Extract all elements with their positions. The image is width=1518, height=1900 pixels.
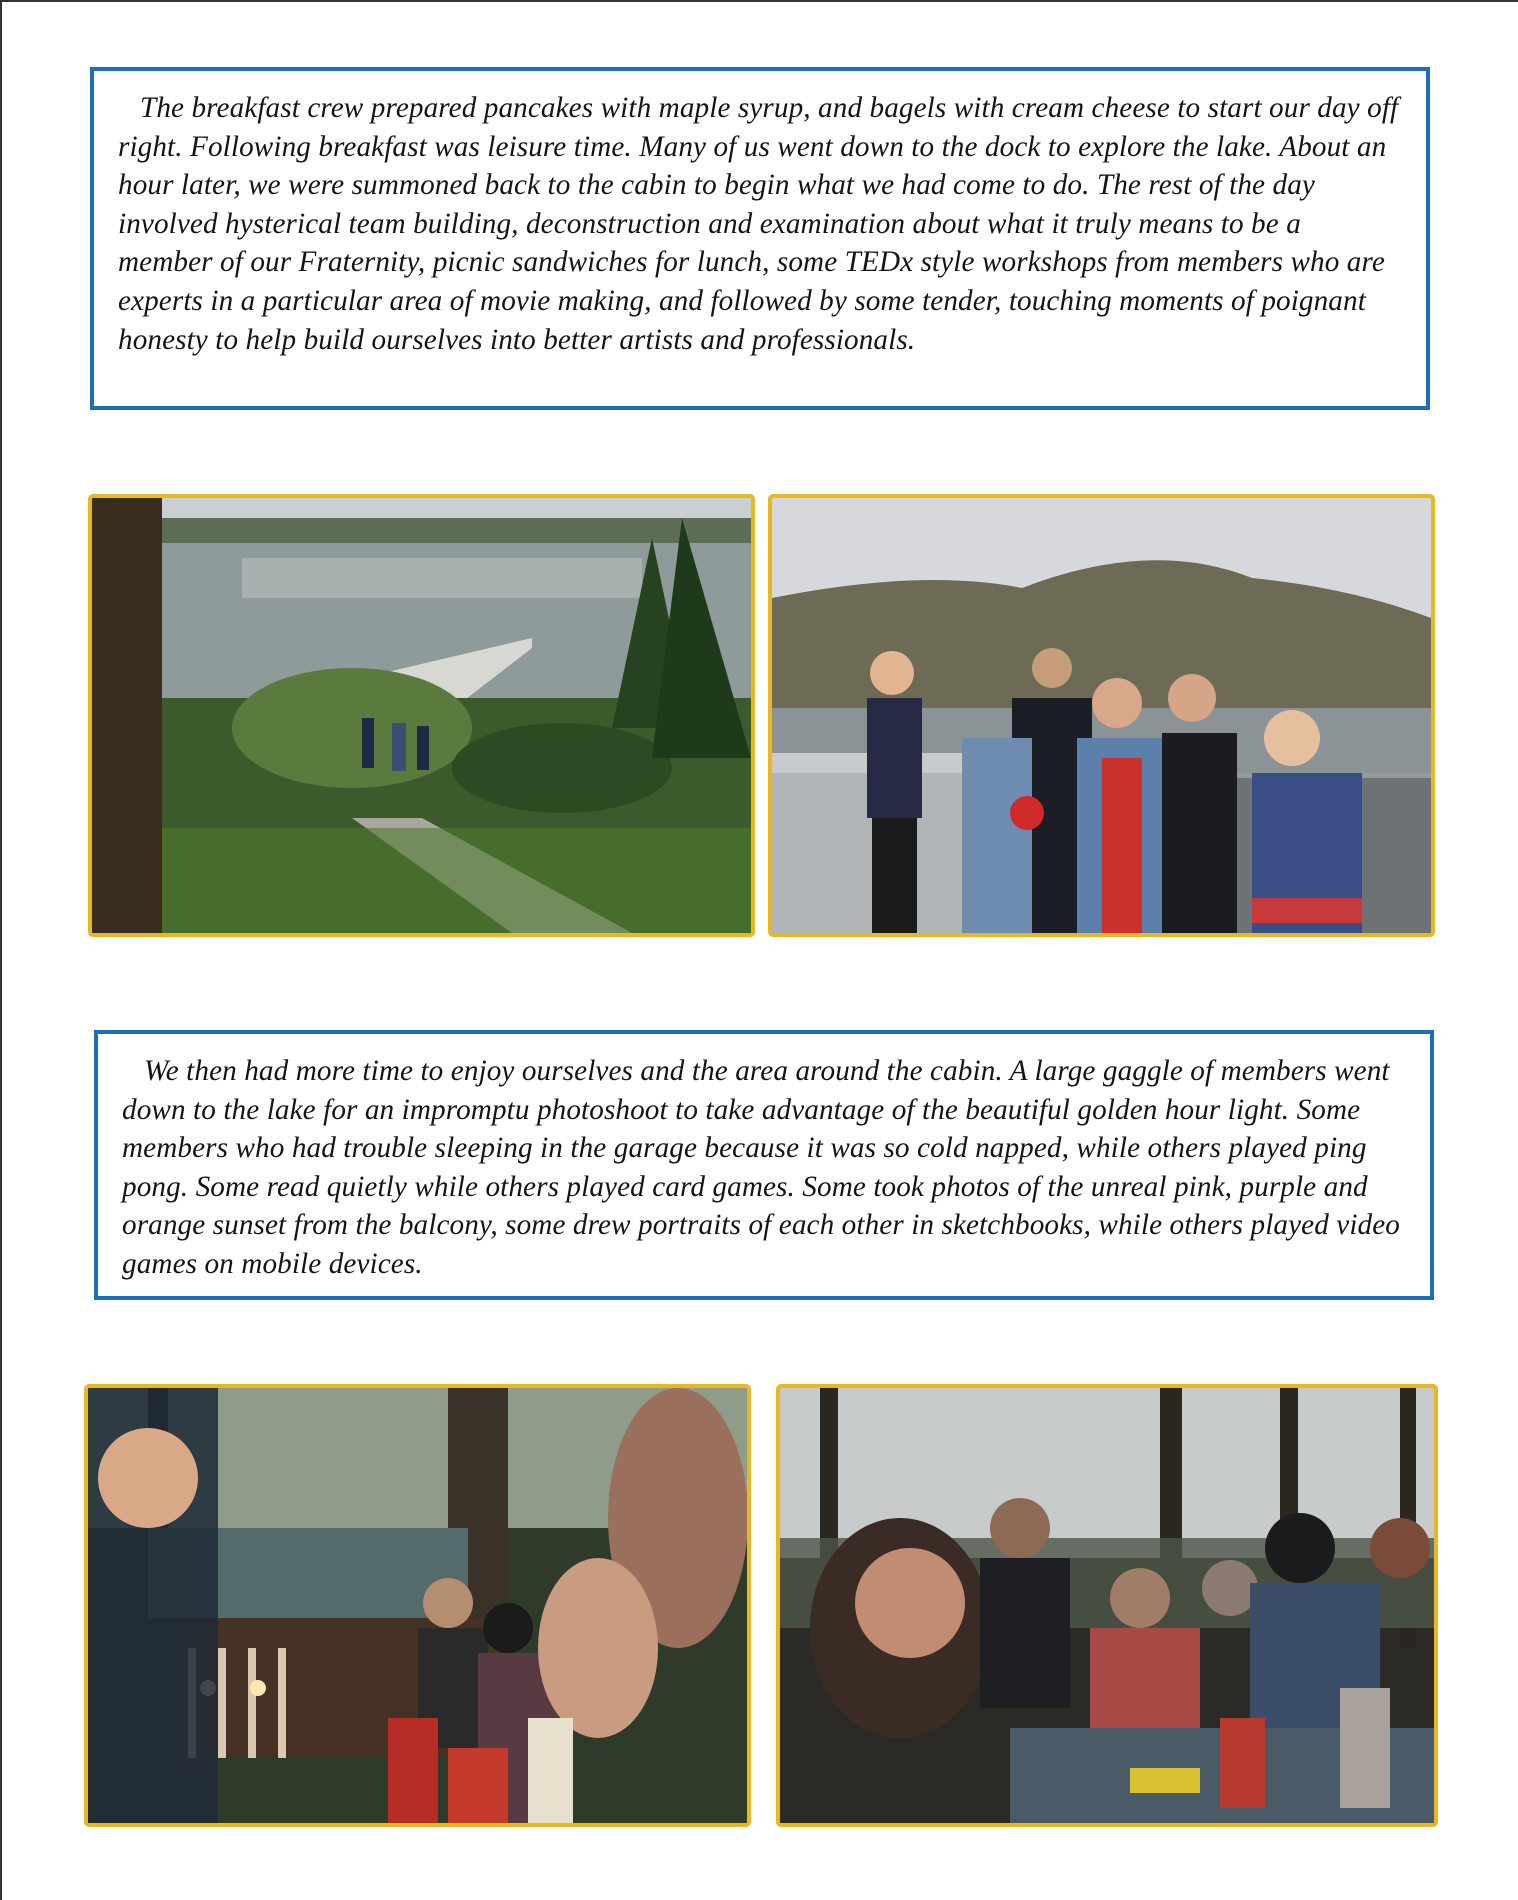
picnic-table-photo [776, 1384, 1438, 1827]
page-edge [0, 0, 1518, 2]
balcony-dinner-photo [84, 1384, 751, 1827]
page-edge [0, 0, 2, 1900]
balcony-dinner-image [88, 1388, 747, 1823]
paragraph-breakfast: The breakfast crew prepared pancakes with maple syrup, and bagels with cream cheese to start our day off right. Following breakfast was leisure time. Many of us went down to the dock to explore the lake. About an hour later, we were summoned back to the cabin to begin what we had come to do. The rest of the day involved hysterical team building, deconstruction and examination about what it truly means to be a member of our Fraternity, picnic sandwiches for lunch, some TEDx style workshops from members who are experts in a particular area of movie making, and followed by some tender, touching moments of poignant honesty to help build ourselves into better artists and professionals. [118, 92, 1399, 356]
lake-path-photo [88, 494, 755, 937]
dock-group-photo [768, 494, 1435, 937]
picnic-table-image [780, 1388, 1434, 1823]
lake-path-image [92, 498, 751, 933]
text-box-breakfast [90, 67, 1430, 410]
text-box-afternoon [94, 1030, 1434, 1300]
paragraph-afternoon: We then had more time to enjoy ourselves and the area around the cabin. A large gaggle of members went down to the lake for an impromptu photoshoot to take advantage of the beautiful golden hour light. Some members who had trouble sleeping in the garage because it was so cold napped, while others played ping pong. Some read quietly while others played card games. Some took photos of the unreal pink, purple and orange sunset from the balcony, some drew portraits of each other in sketchbooks, while others played video games on mobile devices. [122, 1055, 1401, 1280]
dock-group-image [772, 498, 1431, 933]
